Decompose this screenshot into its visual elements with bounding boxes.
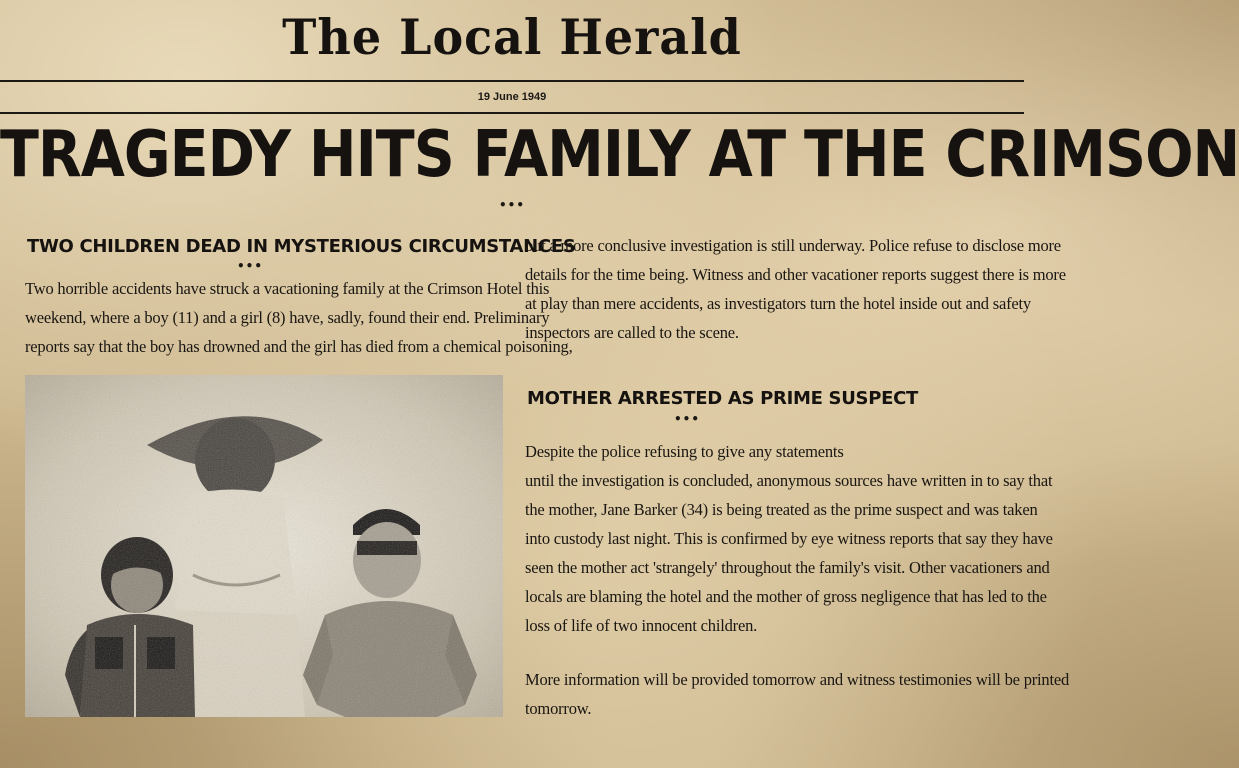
family-photo-illustration	[25, 375, 503, 717]
article1-line: weekend, where a boy (11) and a girl (8) have, sadly, found their end. Preliminary	[25, 308, 550, 327]
article1-line: reports say that the boy has drowned and the girl has died from a chemical poisoning,	[25, 337, 573, 356]
article2-closing-line: tomorrow.	[525, 699, 592, 718]
article1-continued-line: details for the time being. Witness and other vacationer reports suggest there is more	[525, 265, 1066, 284]
issue-date: 19 June 1949	[477, 91, 547, 103]
article2-line: loss of life of two innocent children.	[525, 616, 758, 635]
article2-line: into custody last night. This is confirmed by eye witness reports that say they have	[525, 529, 1053, 548]
article1-line: Two horrible accidents have struck a vacationing family at the Crimson Hotel this	[25, 279, 550, 298]
article2-separator: •••	[673, 412, 700, 426]
newspaper-masthead: The Local Herald	[282, 8, 742, 66]
article2-line: until the investigation is concluded, anonymous sources have written in to say that	[525, 471, 1053, 490]
article1-subhead: TWO CHILDREN DEAD IN MYSTERIOUS CIRCUMSTANCES	[27, 236, 576, 257]
article1-separator: •••	[236, 259, 263, 273]
article2-body	[525, 437, 1053, 640]
headline-separator: •••	[498, 198, 525, 212]
article1-continued-line: at play than mere accidents, as investigators turn the hotel inside out and safety	[525, 294, 1031, 313]
masthead-rule-bottom	[0, 112, 1024, 114]
article2-line: locals are blaming the hotel and the mother of gross negligence that has led to the	[525, 587, 1047, 606]
article1-body	[25, 274, 573, 361]
masthead-rule-top	[0, 80, 1024, 82]
article2-closing	[525, 665, 1070, 723]
article2-subhead: MOTHER ARRESTED AS PRIME SUSPECT	[527, 388, 918, 409]
family-photo	[25, 375, 503, 717]
article2-line: Despite the police refusing to give any statements	[525, 442, 844, 461]
article1-continued-line: inspectors are called to the scene.	[525, 323, 739, 342]
main-headline: TRAGEDY HITS FAMILY AT THE CRIMSON	[0, 118, 1239, 192]
article1-continued-line: but a more conclusive investigation is still underway. Police refuse to disclose more	[525, 236, 1061, 255]
article2-line: the mother, Jane Barker (34) is being treated as the prime suspect and was taken	[525, 500, 1038, 519]
article2-closing-line: More information will be provided tomorrow and witness testimonies will be printed	[525, 670, 1070, 689]
article2-line: seen the mother act 'strangely' throughout the family's visit. Other vacationers and	[525, 558, 1050, 577]
article1-continued-body	[525, 231, 1066, 347]
